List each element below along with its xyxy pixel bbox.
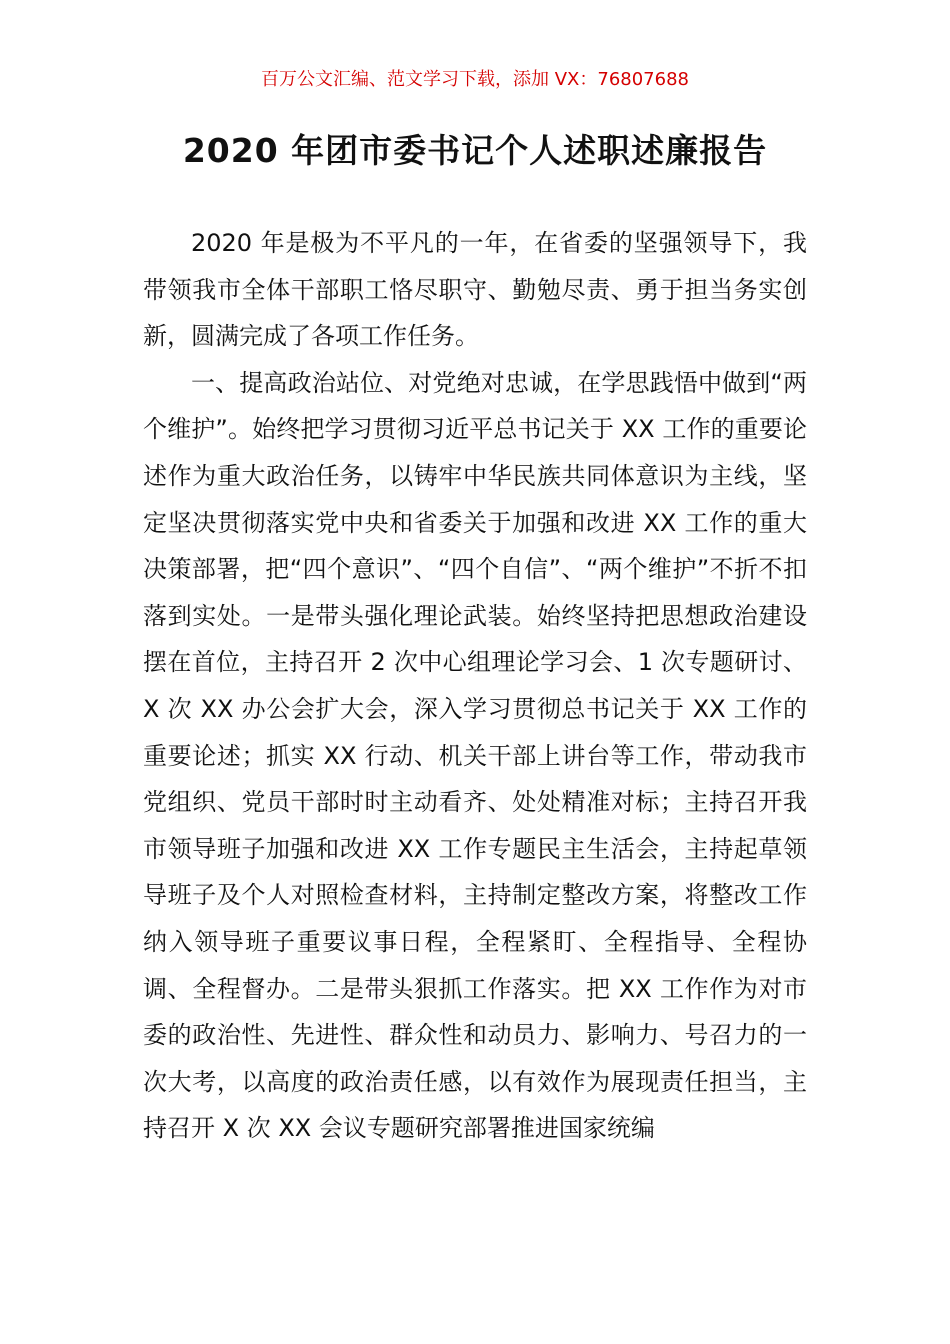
document-body	[143, 220, 807, 1152]
document-title: 2020 年团市委书记个人述职述廉报告	[182, 131, 768, 170]
paragraph-intro: 2020 年是极为不平凡的一年，在省委的坚强领导下，我带领我市全体干部职工恪尽职守、勤勉尽责、勇于担当务实创新，圆满完成了各项工作任务。	[143, 229, 807, 351]
header-note: 百万公文汇编、范文学习下载，添加 VX：76807688	[261, 69, 689, 90]
paragraph-section-one: 一、提高政治站位、对党绝对忠诚，在学思践悟中做到“两个维护”。始终把学习贯彻习近平总书记关于 XX 工作的重要论述作为重大政治任务，以铸牢中华民族共同体意识为主线，坚定坚决贯彻落实党中央和省委关于加强和改进 XX 工作的重大决策部署，把“四个意识”、“四个自信”、“两个维护”不折不扣落到实处。一是带头强化理论武装。始终坚持把思想政治建设摆在首位，主持召开 2 次中心组理论学习会、1 次专题研讨、X 次 XX 办公会扩大会，深入学习贯彻总书记关于 XX 工作的重要论述；抓实 XX 行动、机关干部上讲台等工作，带动我市党组织、党员干部时时主动看齐、处处精准对标；主持召开我市领导班子加强和改进 XX 工作专题民主生活会，主持起草领导班子及个人对照检查材料，主持制定整改方案，将整改工作纳入领导班子重要议事日程，全程紧盯、全程指导、全程协调、全程督办。二是带头狠抓工作落实。把 XX 工作作为对市委的政治性、先进性、群众性和动员力、影响力、号召力的一次大考，以高度的政治责任感，以有效作为展现责任担当，主持召开 X 次 XX 会议专题研究部署推进国家统编	[143, 368, 807, 1143]
